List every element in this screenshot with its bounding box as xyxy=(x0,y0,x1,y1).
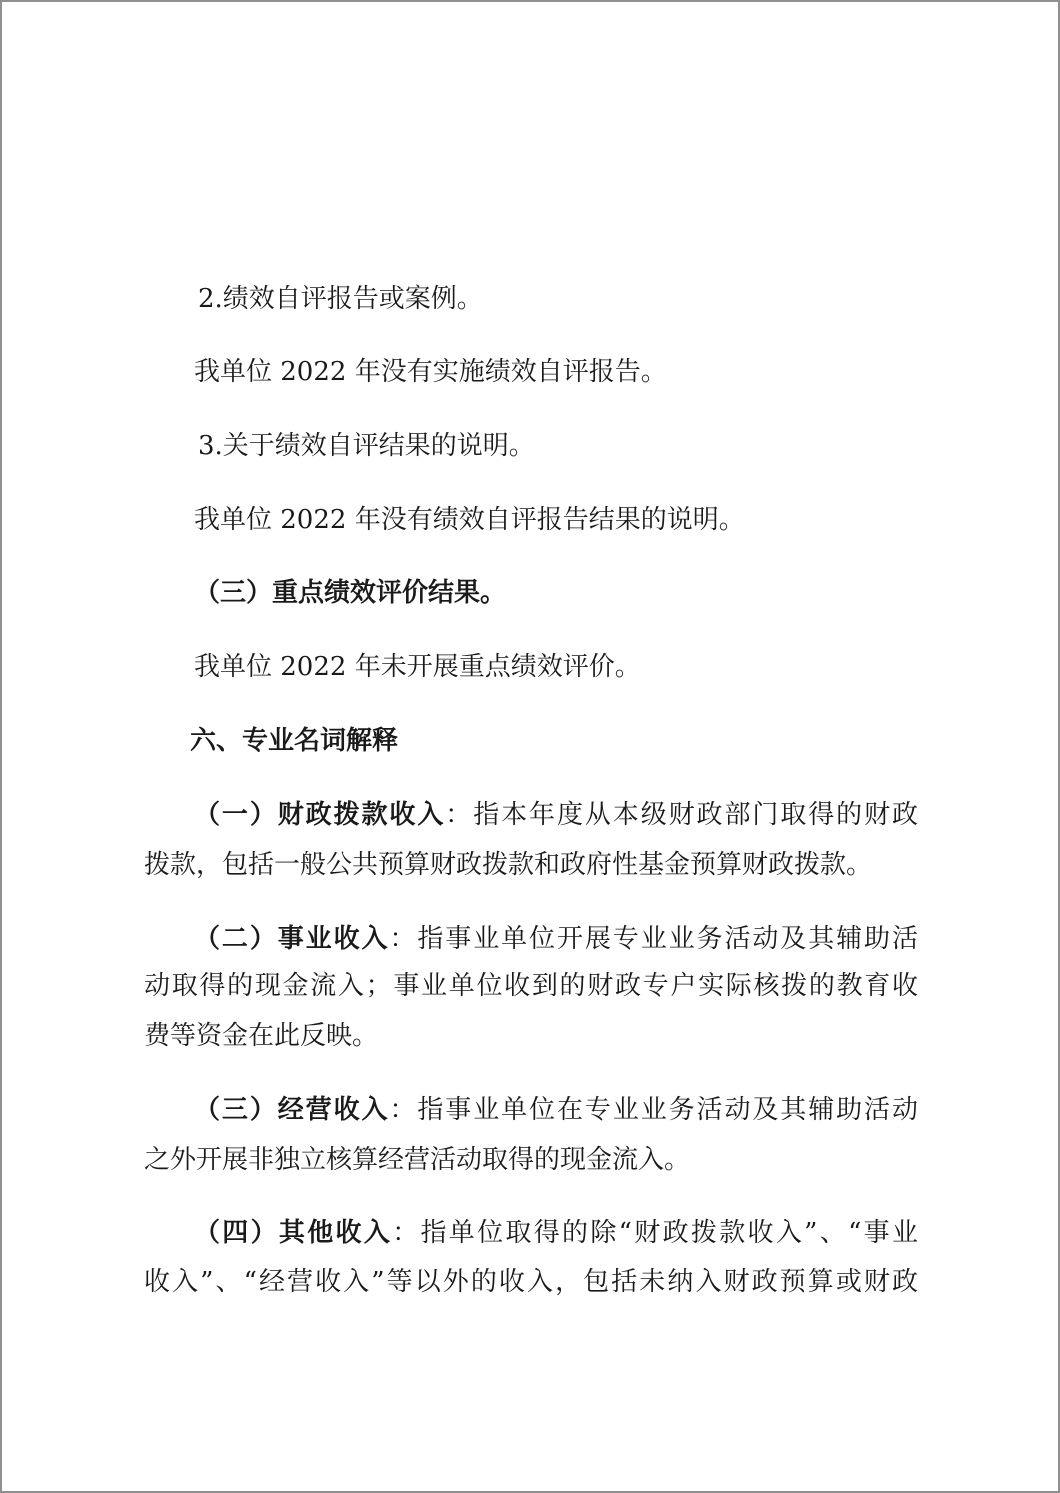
term-3-line-1 xyxy=(194,1095,918,1125)
term-3-line-2: 之外开展非独立核算经营活动取得的现金流入。 xyxy=(144,1145,691,1175)
term-2-line-3: 费等资金在此反映。 xyxy=(144,1021,379,1051)
term-1-line-2: 拨款，包括一般公共预算财政拨款和政府性基金预算财政拨款。 xyxy=(144,850,873,880)
section-key-evaluation-body: 我单位 2022 年未开展重点绩效评价。 xyxy=(194,652,641,682)
term-1-label: （一）财政拨款收入 xyxy=(194,800,446,830)
section-six-heading: 六、专业名词解释 xyxy=(190,726,399,756)
term-3-definition-start: ：指事业单位在专业业务活动及其辅助活动 xyxy=(389,1095,918,1125)
section-key-evaluation-title: （三）重点绩效评价结果。 xyxy=(194,578,507,608)
subitem-2-title: 2.绩效自评报告或案例。 xyxy=(198,284,483,314)
term-4-line-1 xyxy=(194,1218,918,1248)
term-1-line-1 xyxy=(194,800,918,830)
subitem-2-body: 我单位 2022 年没有实施绩效自评报告。 xyxy=(194,357,667,387)
term-4-label: （四）其他收入 xyxy=(194,1218,393,1248)
subitem-3-body: 我单位 2022 年没有绩效自评报告结果的说明。 xyxy=(194,505,745,535)
term-3-label: （三）经营收入 xyxy=(194,1095,390,1125)
term-2-definition-start: ：指事业单位开展专业业务活动及其辅助活 xyxy=(389,924,918,954)
subitem-3-title: 3.关于绩效自评结果的说明。 xyxy=(198,431,535,461)
term-2-label: （二）事业收入 xyxy=(194,924,390,954)
term-4-definition-start: ：指单位取得的除“财政拨款收入”、“事业 xyxy=(392,1218,918,1248)
term-2-line-2: 动取得的现金流入；事业单位收到的财政专户实际核拨的教育收 xyxy=(144,971,918,1001)
term-2-line-1 xyxy=(194,924,918,954)
term-4-line-2: 收入”、“经营收入”等以外的收入，包括未纳入财政预算或财政 xyxy=(144,1267,918,1297)
term-1-definition-start: ：指本年度从本级财政部门取得的财政 xyxy=(445,800,918,830)
